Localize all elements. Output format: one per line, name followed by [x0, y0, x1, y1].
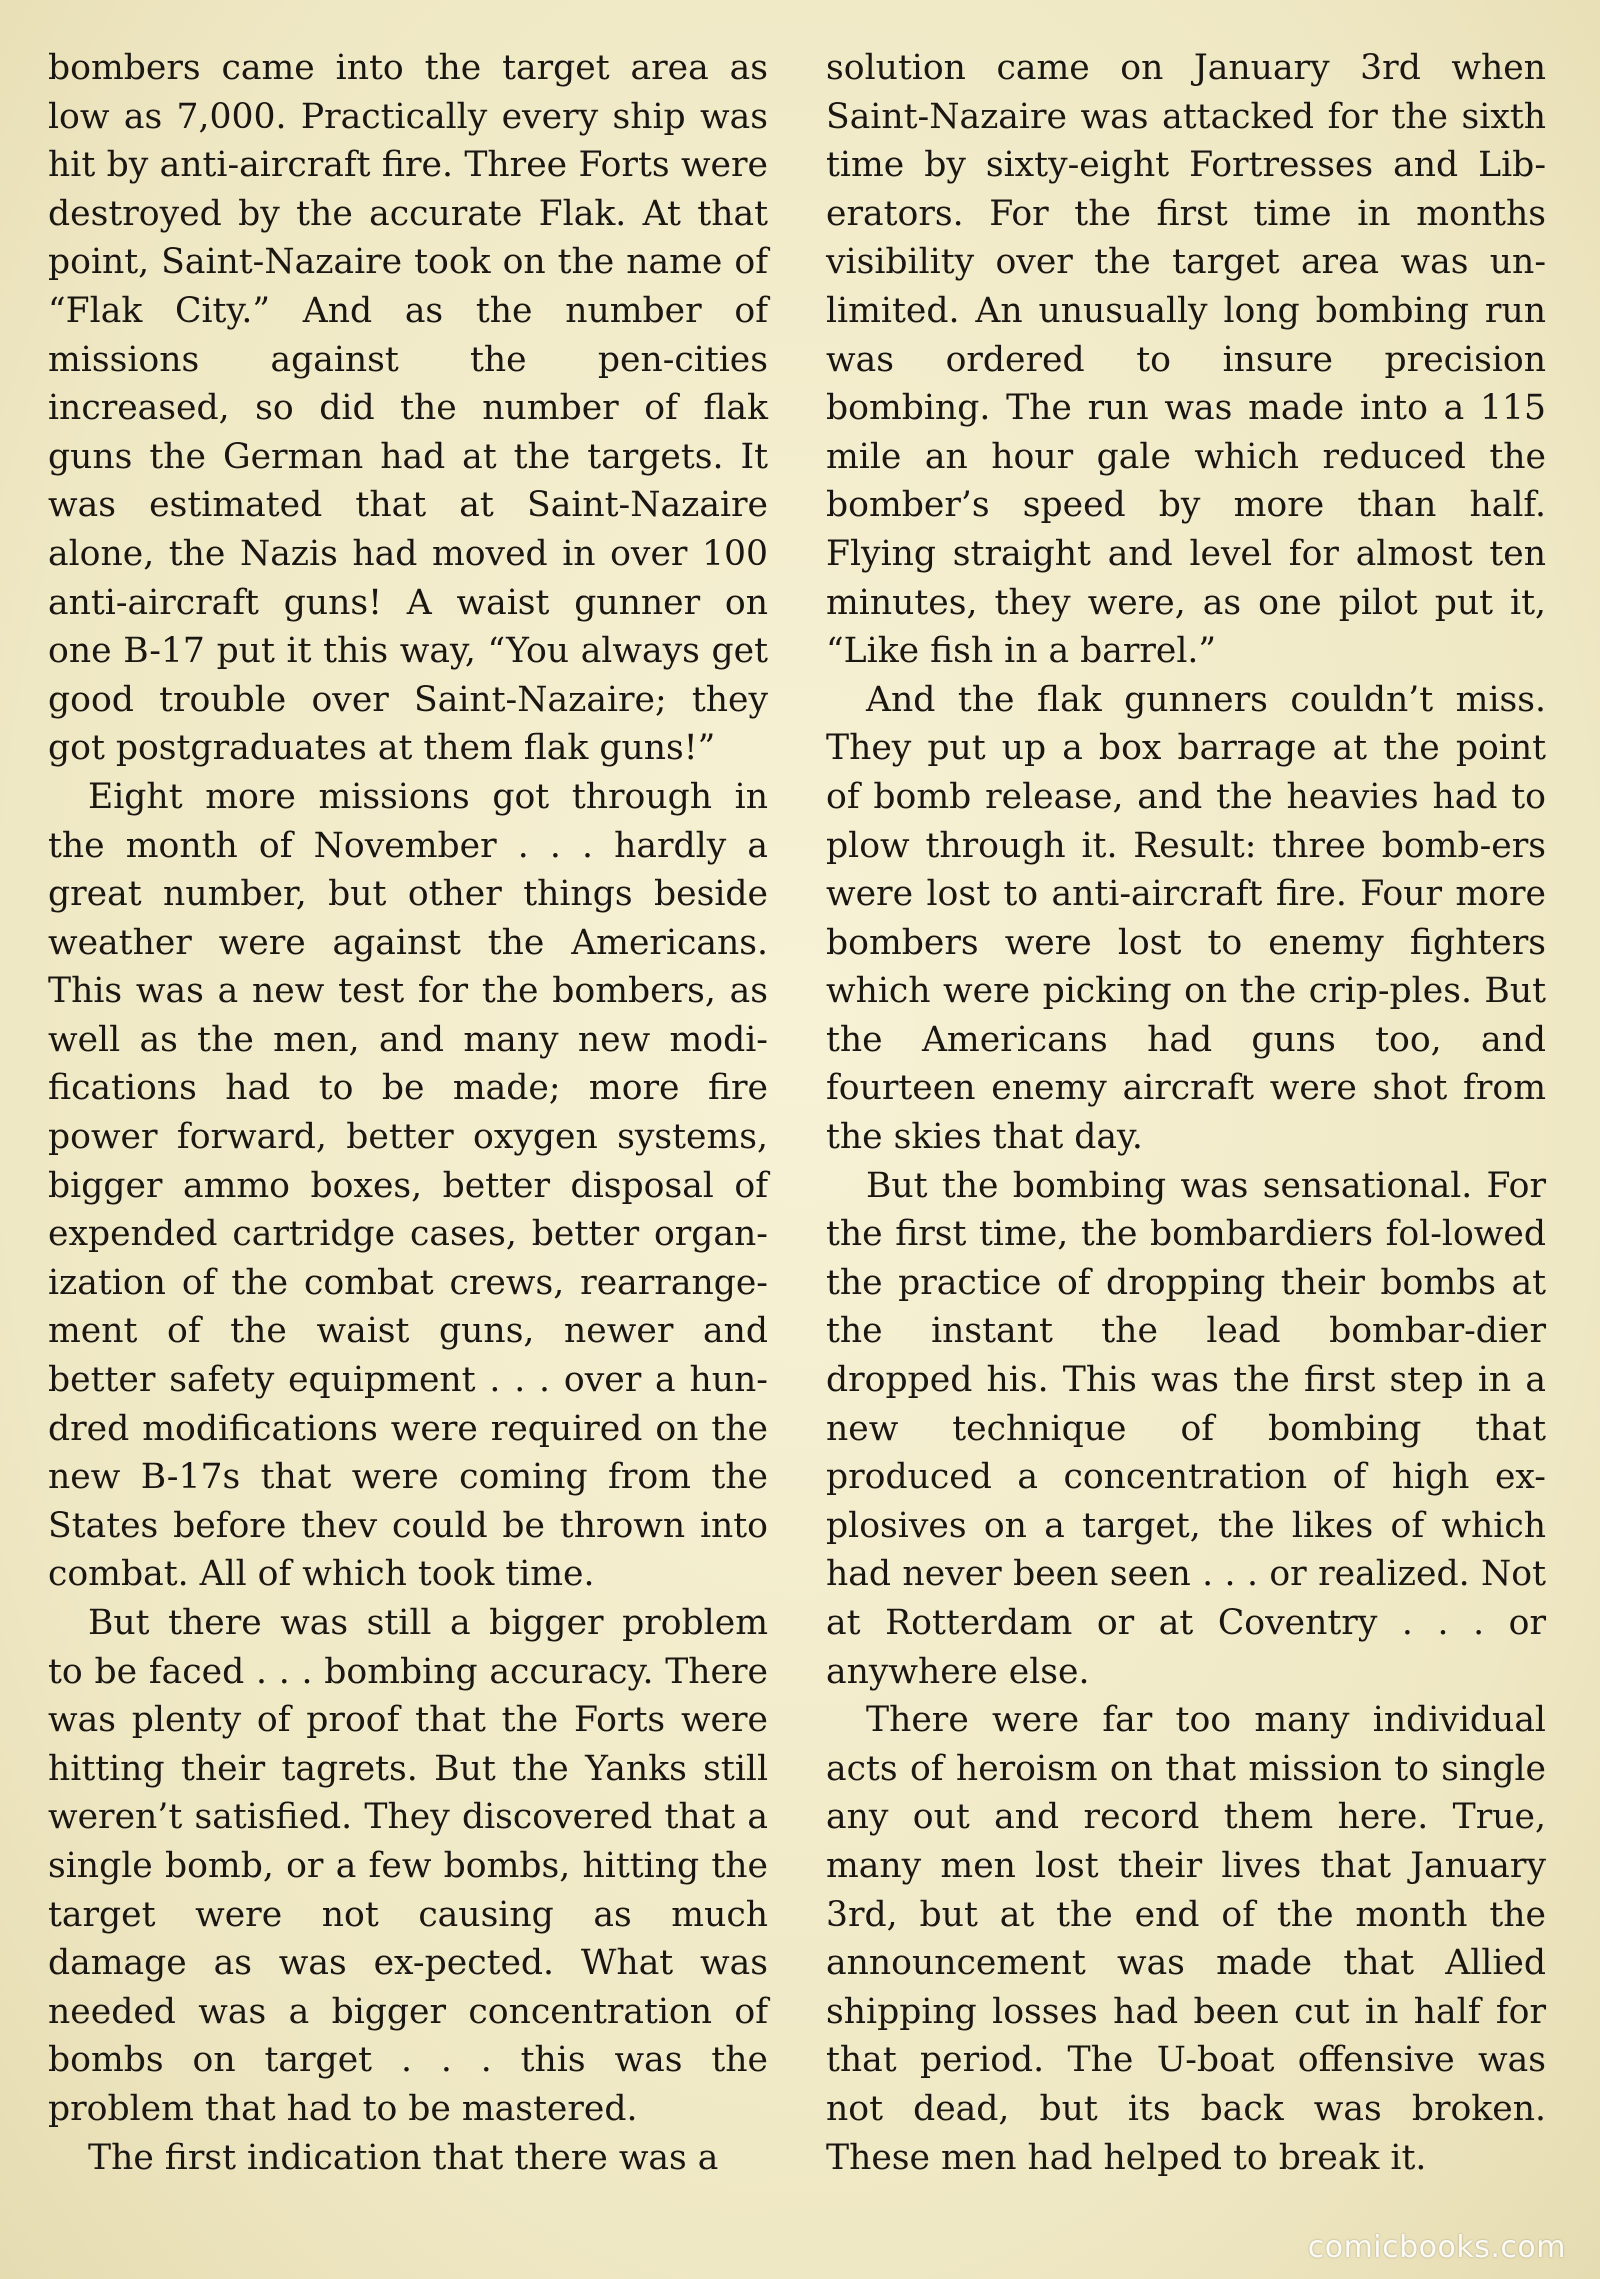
left-paragraph-4: The first indication that there was a: [88, 2137, 719, 2178]
right-paragraph-2: And the flak gunners couldn’t miss. They put up a box barrage at the point of bomb release, and the heavies had to plow through it. Result: three bomb-ers were lost to anti-aircraft fire. Four more bombers were lost to enemy fighters which were picking on the crip-ples. But the Americans had guns too, and fourteen enemy aircraft were shot from the skies that day.: [826, 679, 1546, 1158]
right-paragraph-3: But the bombing was sensational. For the first time, the bombardiers fol-lowed the practice of dropping their bombs at the instant the lead bombar-dier dropped his. This was the first step in a new technique of bombing that produced a concentration of high ex-plosives on a target, the likes of which had never been seen . . . or realized. Not at Rotterdam or at Coventry . . . or anywhere else.: [826, 1165, 1546, 1692]
source-watermark: comicbooks.com: [1307, 2230, 1566, 2265]
left-paragraph-2: Eight more missions got through in the month of November . . . hardly a great number, but other things beside weather were against the Americans. This was a new test for the bombers, as well as the men, and many new modi-fications had to be made; more fire power forward, better oxygen systems, bigger ammo boxes, better disposal of expended cartridge cases, better organ-ization of the combat crews, rearrange-ment of the waist guns, newer and better safety equipment . . . over a hun-dred modifications were required on the new B-17s that were coming from the States before thev could be thrown into combat. All of which took time.: [48, 776, 768, 1595]
right-paragraph-4: There were far too many individual acts of heroism on that mission to single any out and record them here. True, many men lost their lives that January 3rd, but at the end of the month the announcement was made that Allied shipping losses had been cut in half for that period. The U-boat offensive was not dead, but its back was broken. These men had helped to break it.: [826, 1700, 1546, 2178]
left-paragraph-1: bombers came into the target area as low as 7,000. Practically every ship was hit by anti-aircraft fire. Three Forts were destroyed by the accurate Flak. At that point, Saint-Nazaire took on the name of “Flak City.” And as the number of missions against the pen-cities increased, so did the number of flak guns the German had at the targets. It was estimated that at Saint-Nazaire alone, the Nazis had moved in over 100 anti-aircraft guns! A waist gunner on one B-17 put it this way, “You always get good trouble over Saint-Nazaire; they got postgraduates at them flak guns!”: [48, 48, 768, 769]
left-paragraph-3: But there was still a bigger problem to be faced . . . bombing accuracy. There was plenty of proof that the Forts were hitting their tagrets. But the Yanks still weren’t satisfied. They discovered that a single bomb, or a few bombs, hitting the target were not causing as much damage as was ex-pected. What was needed was a bigger concentration of bombs on target . . . this was the problem that had to be mastered.: [48, 1603, 768, 2129]
right-paragraph-1: solution came on January 3rd when Saint-Nazaire was attacked for the sixth time by sixty-eight Fortresses and Lib-erators. For the first time in months visibility over the target area was un-limited. An unusually long bombing run was ordered to insure precision bombing. The run was made into a 115 mile an hour gale which reduced the bomber’s speed by more than half. Flying straight and level for almost ten minutes, they were, as one pilot put it, “Like fish in a barrel.”: [826, 48, 1546, 672]
left-text-column: [48, 44, 768, 2182]
right-text-column: [826, 44, 1546, 2182]
